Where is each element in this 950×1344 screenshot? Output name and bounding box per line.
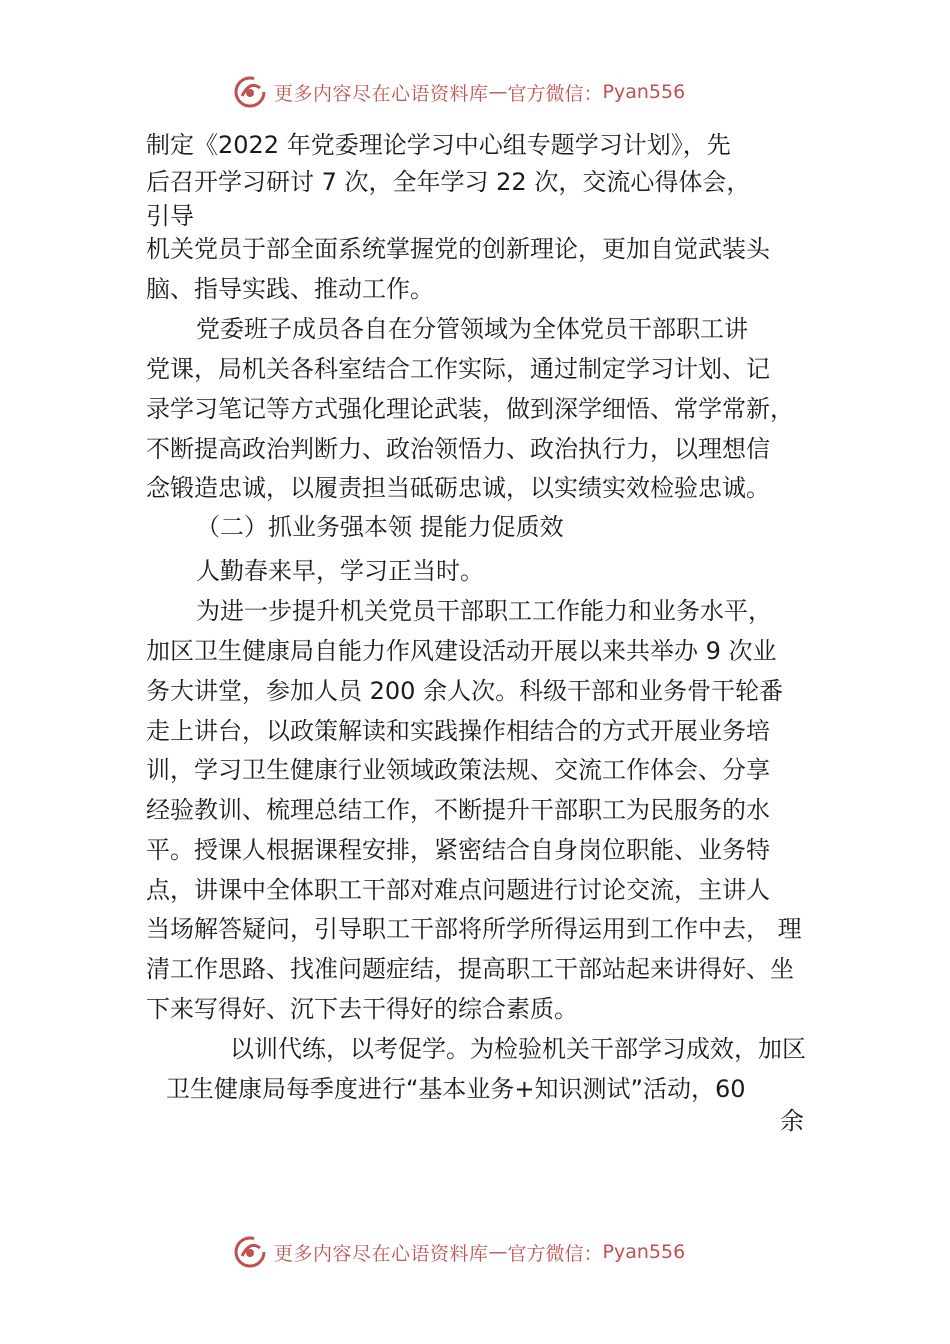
- banner-dash: —: [488, 1241, 508, 1263]
- body-line: 清工作思路、找准问题症结，提高职工干部站起来讲得好、坐: [146, 955, 794, 983]
- body-line: 不断提高政治判断力、政治领悟力、政治执行力，以理想信: [146, 435, 770, 463]
- body-line: 制定《2022 年党委理论学习中心组专题学习计划》，先: [146, 131, 731, 159]
- body-line: 人勤春来早，学习正当时。: [196, 557, 484, 585]
- body-line: 平。授课人根据课程安排，紧密结合自身岗位职能、业务特: [146, 836, 770, 864]
- footer-banner: [232, 1232, 685, 1272]
- banner-title: 更多内容尽在心语资料库: [274, 1242, 489, 1265]
- banner-dash: —: [488, 81, 508, 103]
- banner-logo-icon: [232, 1234, 268, 1270]
- body-line: 训，学习卫生健康行业领域政策法规、交流工作体会、分享: [146, 756, 770, 784]
- header-banner: [232, 72, 685, 112]
- banner-wechat-id: Pyan556: [602, 1241, 686, 1263]
- banner-logo-icon: [232, 74, 268, 110]
- body-line: 念锻造忠诚，以履责担当砥砺忠诚，以实绩实效检验忠诚。: [146, 474, 770, 502]
- body-line: 机关党员于部全面系统掌握党的创新理论，更加自觉武装头: [146, 235, 770, 263]
- body-line: 点，讲课中全体职工干部对难点问题进行讨论交流，主讲人: [146, 876, 770, 904]
- body-line: 当场解答疑问，引导职工干部将所学所得运用到工作中去， 理: [146, 915, 802, 943]
- body-line: 经验教训、梳理总结工作，不断提升干部职工为民服务的水: [146, 796, 770, 824]
- banner-wechat-label: 官方微信：: [507, 1242, 603, 1265]
- banner-wechat-id: Pyan556: [602, 81, 686, 103]
- body-line: 后召开学习研讨 7 次，全年学习 22 次，交流心得体会，: [146, 168, 751, 196]
- body-line: 引导: [146, 202, 194, 230]
- body-line: 党委班子成员各自在分管领域为全体党员干部职工讲: [196, 315, 748, 343]
- body-line: 下来写得好、沉下去干得好的综合素质。: [146, 995, 578, 1023]
- banner-title: 更多内容尽在心语资料库: [274, 82, 489, 105]
- body-line: 以训代练，以考促学。为检验机关干部学习成效，加区: [230, 1035, 806, 1063]
- body-line: 党课，局机关各科室结合工作实际，通过制定学习计划、记: [146, 355, 770, 383]
- body-line: 卫生健康局每季度进行“基本业务+知识测试”活动，60: [166, 1075, 746, 1103]
- body-line: 录学习笔记等方式强化理论武装，做到深学细悟、常学常新，: [146, 395, 794, 423]
- body-line: 脑、指导实践、推动工作。: [146, 275, 434, 303]
- section-heading: （二）抓业务强本领 提能力促质效: [196, 513, 564, 541]
- banner-wechat-label: 官方微信：: [507, 82, 603, 105]
- body-line: 为进一步提升机关党员干部职工工作能力和业务水平，: [196, 597, 772, 625]
- body-line: 务大讲堂，参加人员 200 余人次。科级干部和业务骨干轮番: [146, 677, 784, 705]
- body-line: 走上讲台，以政策解读和实践操作相结合的方式开展业务培: [146, 717, 770, 745]
- body-line: 余: [780, 1107, 804, 1135]
- body-line: 加区卫生健康局自能力作风建设活动开展以来共举办 9 次业: [146, 637, 777, 665]
